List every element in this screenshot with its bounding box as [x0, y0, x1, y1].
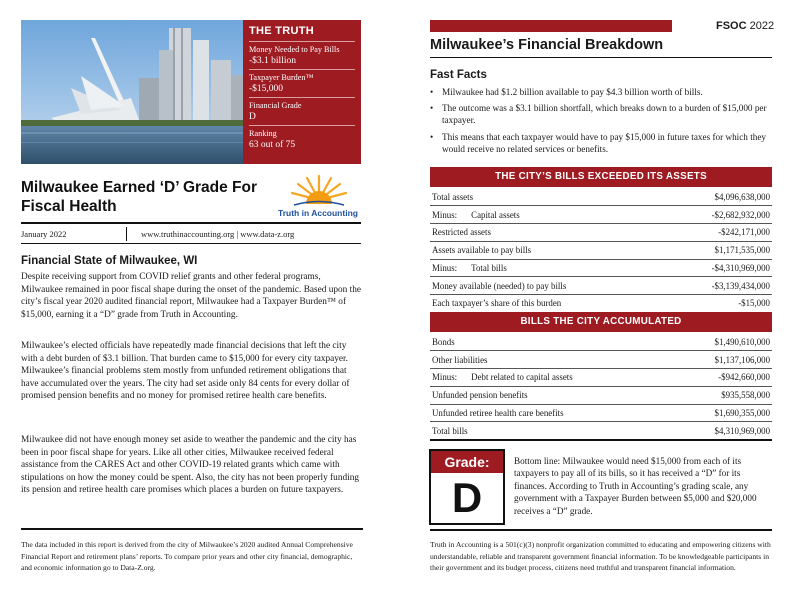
- row-value: $1,690,355,000: [672, 404, 772, 422]
- title-divider: [430, 57, 772, 58]
- truth-item-value: 63 out of 75: [249, 140, 296, 150]
- row-label: Money available (needed) to pay bills: [430, 277, 666, 295]
- table-row: [430, 277, 772, 295]
- grade-box: [429, 449, 505, 525]
- row-value: $4,310,969,000: [672, 422, 772, 440]
- truth-item-label: Financial Grade: [249, 97, 355, 111]
- row-label: Total assets: [430, 188, 666, 206]
- table-row: [430, 206, 772, 224]
- table-row: [430, 386, 772, 404]
- table-row: [430, 241, 772, 259]
- truth-item: [249, 97, 355, 123]
- truth-item: [249, 41, 355, 67]
- row-value: -$3,139,434,000: [666, 277, 772, 295]
- truth-in-accounting-logo: [274, 172, 364, 222]
- row-label: Other liabilities: [430, 351, 672, 369]
- table-row: [430, 224, 772, 242]
- sun-icon: [274, 172, 364, 208]
- row-value: $1,171,535,000: [666, 241, 772, 259]
- truth-item-label: Ranking: [249, 125, 355, 139]
- row-label: Bonds: [430, 333, 672, 351]
- row-prefix: Minus:: [432, 372, 458, 383]
- fast-fact-item: • The outcome was a $3.1 billion shortfall, which breaks down to a burden of $15,000 per taxpayer.: [430, 102, 772, 126]
- assets-table-heading: THE CITY’S BILLS EXCEEDED ITS ASSETS: [430, 167, 772, 187]
- grade-explanation: Bottom line: Milwaukee would need $15,000 from each of its taxpayers to pay all of its bills, so it has received a “D” for its finances. According to Truth in Accounting’s grading scale, any government with a Taxpayer Burden between $5,000 and $20,000 receives a “D” grade.: [514, 456, 757, 516]
- report-meta-bar: [21, 222, 361, 244]
- row-value: $935,558,000: [672, 386, 772, 404]
- section-heading: Financial State of Milwaukee, WI: [21, 255, 198, 267]
- accent-strip: [430, 20, 672, 32]
- report-date: January 2022: [21, 229, 67, 239]
- right-page: [396, 0, 792, 612]
- truth-item-value: -$15,000: [249, 84, 284, 94]
- table-row: [430, 422, 772, 440]
- truth-item: [249, 69, 355, 95]
- row-label: Assets available to pay bills: [430, 241, 666, 259]
- table-row: [430, 333, 772, 351]
- milwaukee-skyline-photo: [21, 20, 243, 164]
- fast-fact-item: • This means that each taxpayer would have to pay $15,000 in future taxes for which they would receive no related services or benefits.: [430, 131, 772, 155]
- row-prefix: Minus:: [432, 209, 458, 220]
- bills-table-heading: BILLS THE CITY ACCUMULATED: [430, 312, 772, 332]
- row-label: [430, 259, 666, 277]
- bills-table: [430, 333, 772, 441]
- row-label-text: Total bills: [471, 263, 507, 274]
- row-value: -$2,682,932,000: [666, 206, 772, 224]
- table-row: [430, 404, 772, 422]
- truth-item-value: D: [249, 112, 256, 122]
- breakdown-title: Milwaukee’s Financial Breakdown: [430, 37, 664, 53]
- grade-letter: D: [451, 474, 483, 521]
- row-label: Restricted assets: [430, 224, 666, 242]
- row-label-text: Debt related to capital assets: [471, 372, 573, 383]
- footer-divider: [21, 528, 363, 530]
- row-label: [430, 206, 666, 224]
- logo-text: Truth in Accounting: [278, 208, 358, 218]
- body-paragraph: Milwaukee’s elected officials have repeatedly made financial decisions that left the city with a debt burden of $3.1 billion. That burden came to $15,000 for every city taxpayer. Milwaukee’s financial problems stem mostly from unfunded retirement obligations that have accumulated over the years. The city had set aside only 84 cents for every dollar of promised pension benefits and no money for promised retiree health care benefits.: [21, 341, 350, 402]
- row-label: Total bills: [430, 422, 672, 440]
- row-value: $4,096,638,000: [666, 188, 772, 206]
- organization-footnote: Truth in Accounting is a 501(c)(3) nonprofit organization committed to educating and empowering citizens with understandable, reliable and transparent government financial information. To be knowledgeable participants in their government and its budget process, citizens need truthful and transparent financial information.: [430, 540, 771, 573]
- row-label: [430, 369, 672, 387]
- truth-item-value: -$3.1 billion: [249, 56, 296, 66]
- meta-divider: [126, 227, 127, 241]
- row-value: $1,137,106,000: [672, 351, 772, 369]
- fast-facts-list: [430, 86, 772, 159]
- row-label: Unfunded pension benefits: [430, 386, 672, 404]
- truth-item-label: Taxpayer Burden™: [249, 69, 355, 83]
- fast-facts-heading: Fast Facts: [430, 69, 487, 81]
- row-label-text: Capital assets: [471, 209, 520, 220]
- body-paragraph: Milwaukee did not have enough money set aside to weather the pandemic and the city has been in poor fiscal shape for years. Like all other cities, Milwaukee received federal assistance from the CARES Act and other COVID-19 related grants which came with stipulations on how the money could be spent. Also, the city has not been properly funding its pension and retiree health care promises which places a burden on future taxpayers.: [21, 435, 359, 496]
- table-row: [430, 188, 772, 206]
- row-value: -$4,310,969,000: [666, 259, 772, 277]
- row-value: -$942,660,000: [672, 369, 772, 387]
- row-value: -$242,171,000: [666, 224, 772, 242]
- grade-label: Grade:: [431, 451, 503, 473]
- truth-item: [249, 125, 355, 151]
- row-label: Each taxpayer’s share of this burden: [430, 295, 666, 313]
- fast-fact-item: • Milwaukee had $1.2 billion available to pay $4.3 billion worth of bills.: [430, 86, 772, 98]
- fsoc-prefix: FSOC: [716, 20, 747, 32]
- row-value: $1,490,610,000: [672, 333, 772, 351]
- fsoc-year: 2022: [746, 20, 775, 32]
- table-row: [430, 259, 772, 277]
- row-value: -$15,000: [666, 295, 772, 313]
- table-row: [430, 351, 772, 369]
- table-row: [430, 295, 772, 313]
- table-row: [430, 369, 772, 387]
- row-prefix: Minus:: [432, 263, 458, 274]
- body-paragraph: Despite receiving support from COVID relief grants and other federal programs, Milwaukee remained in poor fiscal shape during the onset of the pandemic. Based upon the city’s fiscal year 2020 audited financial report, Milwaukee had a Taxpayer Burden™ of $15,000, earning it a “D” grade from Truth in Accounting.: [21, 272, 362, 320]
- truth-item-label: Money Needed to Pay Bills: [249, 41, 355, 55]
- footer-divider: [430, 529, 772, 531]
- report-title: Milwaukee Earned ‘D’ Grade For Fiscal Health: [21, 179, 258, 215]
- row-label: Unfunded retiree health care benefits: [430, 404, 672, 422]
- truth-title: THE TRUTH: [249, 25, 315, 37]
- website-links: www.truthinaccounting.org | www.data-z.org: [141, 229, 295, 239]
- data-source-footnote: The data included in this report is derived from the city of Milwaukee’s 2020 audited Annual Comprehensive Financial Report and retirement plans’ reports. To compare prior years and other city financial, demographic, and economic information go to Data-Z.org.: [21, 540, 353, 573]
- assets-table: [430, 188, 772, 314]
- fsoc-label: [716, 20, 774, 32]
- truth-summary-panel: [243, 20, 361, 164]
